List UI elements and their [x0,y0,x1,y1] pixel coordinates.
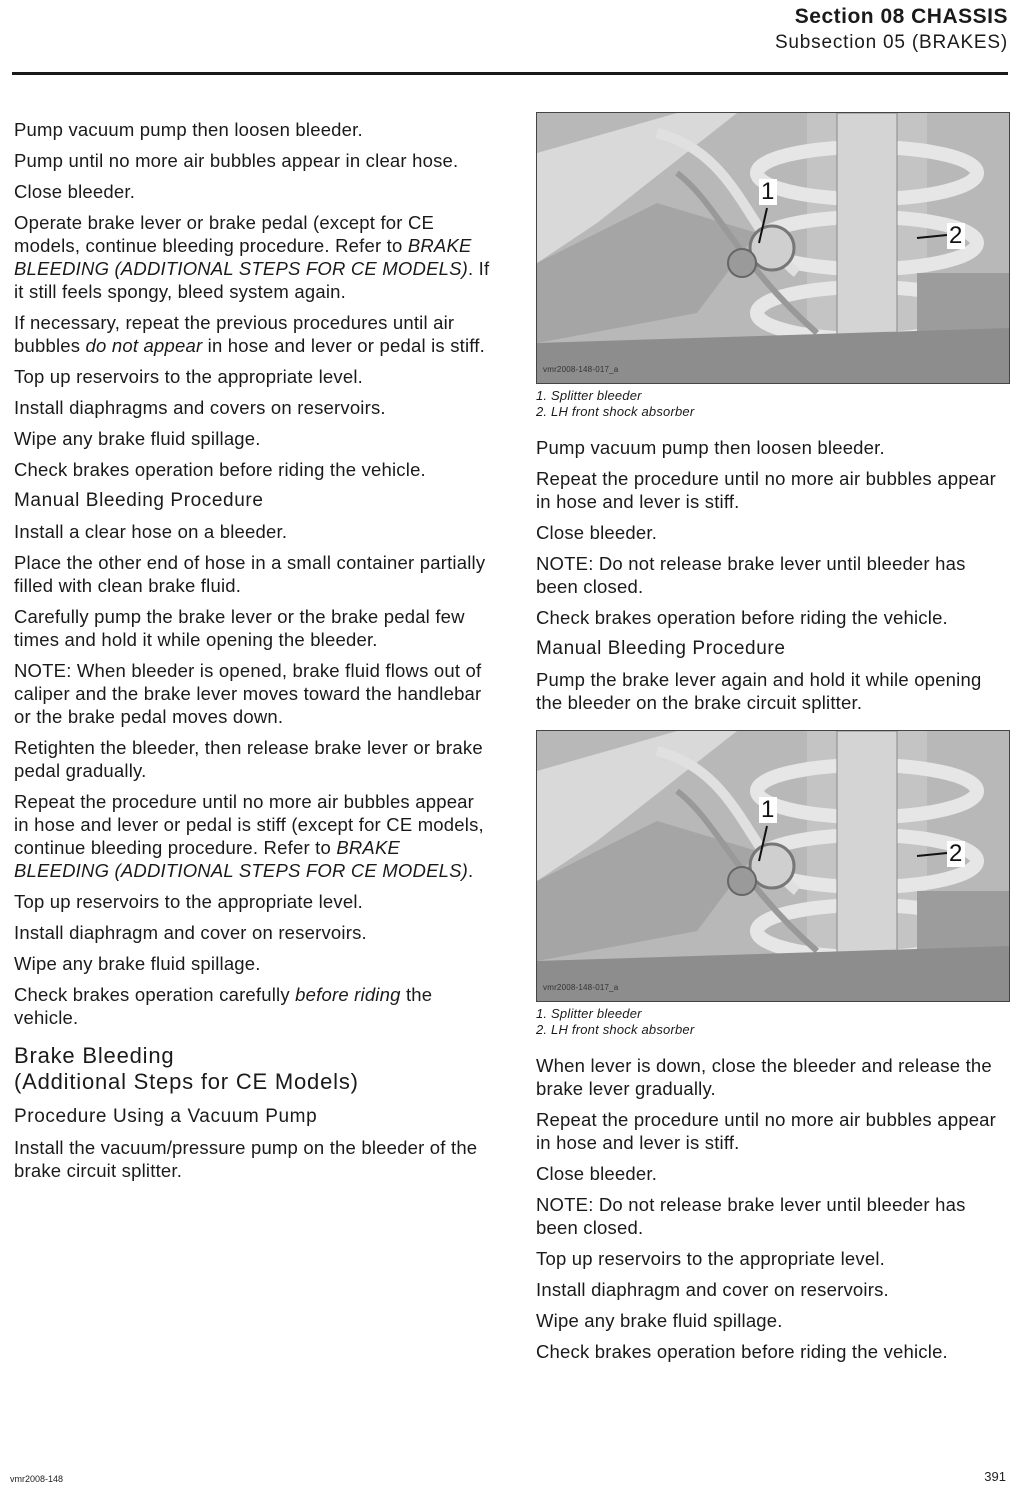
paragraph: Install diaphragms and covers on reservoirs. [14,397,386,418]
paragraph: Operate brake lever or brake pedal (except for CE models, continue bleeding procedure. Refer to BRAKE BLEEDING (ADDITIONAL STEPS FOR CE MODELS). If it still feels spongy, bleed system again. [14,212,490,302]
figure-splitter-bleeder [536,112,1010,384]
paragraph: Repeat the procedure until no more air bubbles appear in hose and lever is stiff. [536,468,997,512]
paragraph: Close bleeder. [536,522,658,543]
paragraph: Pump vacuum pump then loosen bleeder. [536,437,885,458]
right-column [536,112,1012,1371]
paragraph: Top up reservoirs to the appropriate level. [536,1248,885,1269]
paragraph: Place the other end of hose in a small container partially filled with clean brake fluid. [14,552,486,596]
callout-1: 1 [761,178,775,205]
paragraph: Top up reservoirs to the appropriate level. [14,891,363,912]
cross-reference: BRAKE BLEEDING (ADDITIONAL STEPS FOR CE MODELS) [14,837,468,881]
paragraph: Check brakes operation before riding the vehicle. [536,607,948,628]
callout-1: 1 [761,796,775,823]
paragraph: Pump until no more air bubbles appear in clear hose. [14,150,459,171]
paragraph: Pump the brake lever again and hold it while opening the bleeder on the brake circuit splitter. [536,669,982,713]
subheading-manual-bleeding: Manual Bleeding Procedure [14,490,264,511]
paragraph: Repeat the procedure until no more air bubbles appear in hose and lever or pedal is stiff (except for CE models, continue bleeding procedure. Refer to BRAKE BLEEDING (ADDITIONAL STEPS FOR CE MODELS). [14,791,484,881]
paragraph: Check brakes operation before riding the vehicle. [536,1341,948,1362]
paragraph: Wipe any brake fluid spillage. [14,953,261,974]
note: NOTE: Do not release brake lever until bleeder has been closed. [536,553,966,597]
paragraph: Install diaphragm and cover on reservoirs. [14,922,367,943]
paragraph: Top up reservoirs to the appropriate level. [14,366,363,387]
paragraph: Wipe any brake fluid spillage. [14,428,261,449]
header-rule [12,72,1008,75]
figure-illustration [537,731,1009,1001]
paragraph: Carefully pump the brake lever or the brake pedal few times and hold it while opening the bleeder. [14,606,465,650]
page-header [775,4,1008,56]
paragraph: When lever is down, close the bleeder and release the brake lever gradually. [536,1055,992,1099]
note-label: NOTE: [14,660,72,681]
paragraph: Close bleeder. [536,1163,658,1184]
callout-2: 2 [949,222,963,249]
cross-reference: BRAKE BLEEDING (ADDITIONAL STEPS FOR CE MODELS) [14,235,472,279]
paragraph: Close bleeder. [14,181,136,202]
paragraph: If necessary, repeat the previous procedures until air bubbles do not appear in hose and lever or pedal is stiff. [14,312,485,356]
section-title: Section 08 CHASSIS [794,5,1008,28]
figure-caption: 1. Splitter bleeder 2. LH front shock absorber [536,388,695,419]
figure-code: vmr2008-148-017_a [543,983,619,992]
subheading-manual-bleeding: Manual Bleeding Procedure [536,638,786,659]
paragraph: Check brakes operation carefully before riding the vehicle. [14,984,433,1028]
footer-doc-code: vmr2008-148 [10,1474,64,1484]
subsection-title: Subsection 05 (BRAKES) [774,32,1008,53]
paragraph: Repeat the procedure until no more air bubbles appear in hose and lever is stiff. [536,1109,997,1153]
paragraph: Install the vacuum/pressure pump on the bleeder of the brake circuit splitter. [14,1137,478,1181]
paragraph: Install diaphragm and cover on reservoirs. [536,1279,889,1300]
note-label: NOTE: [536,1194,594,1215]
paragraph: Check brakes operation before riding the vehicle. [14,459,426,480]
page-number: 391 [984,1469,1006,1484]
subheading-vacuum-pump: Procedure Using a Vacuum Pump [14,1106,318,1127]
figure-illustration [537,113,1009,383]
figure-splitter-bleeder-2 [536,730,1010,1002]
figure-code: vmr2008-148-017_a [543,365,619,374]
left-column [14,118,492,1190]
note-label: NOTE: [536,553,594,574]
paragraph: Pump vacuum pump then loosen bleeder. [14,119,363,140]
note: NOTE: Do not release brake lever until bleeder has been closed. [536,1194,966,1238]
callout-2: 2 [949,840,963,867]
note: NOTE: When bleeder is opened, brake fluid flows out of caliper and the brake lever moves toward the handlebar or the brake pedal moves down. [14,660,482,727]
figure-caption: 1. Splitter bleeder 2. LH front shock absorber [536,1006,695,1037]
paragraph: Retighten the bleeder, then release brake lever or brake pedal gradually. [14,737,483,781]
paragraph: Install a clear hose on a bleeder. [14,521,288,542]
paragraph: Wipe any brake fluid spillage. [536,1310,783,1331]
heading-brake-bleeding-ce: Brake Bleeding (Additional Steps for CE Models) [14,1043,359,1094]
